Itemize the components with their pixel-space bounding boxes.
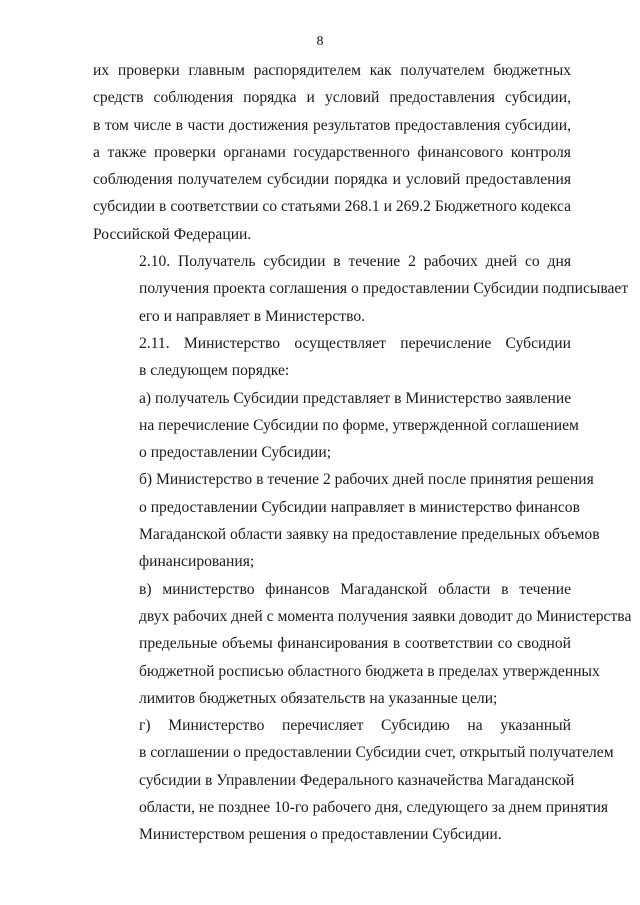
text-line: его и направляет в Министерство.: [139, 307, 366, 325]
text-line: 2.10. Получатель субсидии в течение 2 рабочих дней со дня: [139, 253, 571, 271]
text-line: их проверки главным распорядителем как получателем бюджетных: [93, 62, 571, 79]
paragraph: [93, 330, 571, 385]
text-line: в следующем порядке:: [139, 362, 290, 380]
text-line: двух рабочих дней с момента получения заявки доводит до Министерства: [139, 607, 632, 625]
text-line: в том числе в части достижения результатов предоставления субсидии,: [93, 116, 571, 134]
text-line: б) Министерство в течение 2 рабочих дней после принятия решения: [139, 471, 594, 489]
text-line: предельные объемы финансирования в соответствии со сводной: [139, 635, 571, 653]
document-body: [93, 57, 632, 849]
paragraph: [93, 712, 614, 848]
text-line: соблюдения получателем субсидии порядка и условий предоставления: [93, 171, 571, 189]
paragraph: [93, 385, 579, 467]
text-line: Российской Федерации.: [93, 225, 252, 243]
text-line: в) министерство финансов Магаданской области в течение: [139, 580, 571, 598]
paragraph: [93, 57, 571, 248]
text-line: области, не позднее 10-го рабочего дня, следующего за днем принятия: [139, 799, 609, 817]
text-line: субсидии в Управлении Федерального казначейства Магаданской: [139, 771, 575, 789]
text-line: средств соблюдения порядка и условий предоставления субсидии,: [93, 89, 571, 107]
text-line: получения проекта соглашения о предоставлении Субсидии подписывает: [139, 280, 629, 298]
text-line: о предоставлении Субсидии;: [139, 444, 332, 462]
page-number: 8: [316, 34, 324, 49]
text-line: лимитов бюджетных обязательств на указанные цели;: [139, 689, 498, 707]
text-line: а) получатель Субсидии представляет в Министерство заявление: [139, 389, 572, 407]
paragraph: [93, 576, 632, 712]
text-line: Министерством решения о предоставлении Субсидии.: [139, 826, 502, 844]
text-line: финансирования;: [139, 553, 255, 571]
text-line: а также проверки органами государственного финансового контроля: [93, 143, 571, 161]
text-line: бюджетной росписью областного бюджета в пределах утвержденных: [139, 662, 600, 680]
text-line: о предоставлении Субсидии направляет в министерство финансов: [139, 498, 580, 516]
paragraph: [93, 248, 629, 330]
text-line: 2.11. Министерство осуществляет перечисление Субсидии: [139, 334, 571, 352]
text-line: субсидии в соответствии со статьями 268.1 и 269.2 Бюджетного кодекса: [93, 198, 571, 216]
text-line: г) Министерство перечисляет Субсидию на указанный: [139, 717, 571, 735]
text-line: в соглашении о предоставлении Субсидии счет, открытый получателем: [139, 744, 614, 762]
paragraph: [93, 466, 600, 575]
text-line: Магаданской области заявку на предоставление предельных объемов: [139, 526, 600, 544]
text-line: на перечисление Субсидии по форме, утвержденной соглашением: [139, 416, 579, 434]
